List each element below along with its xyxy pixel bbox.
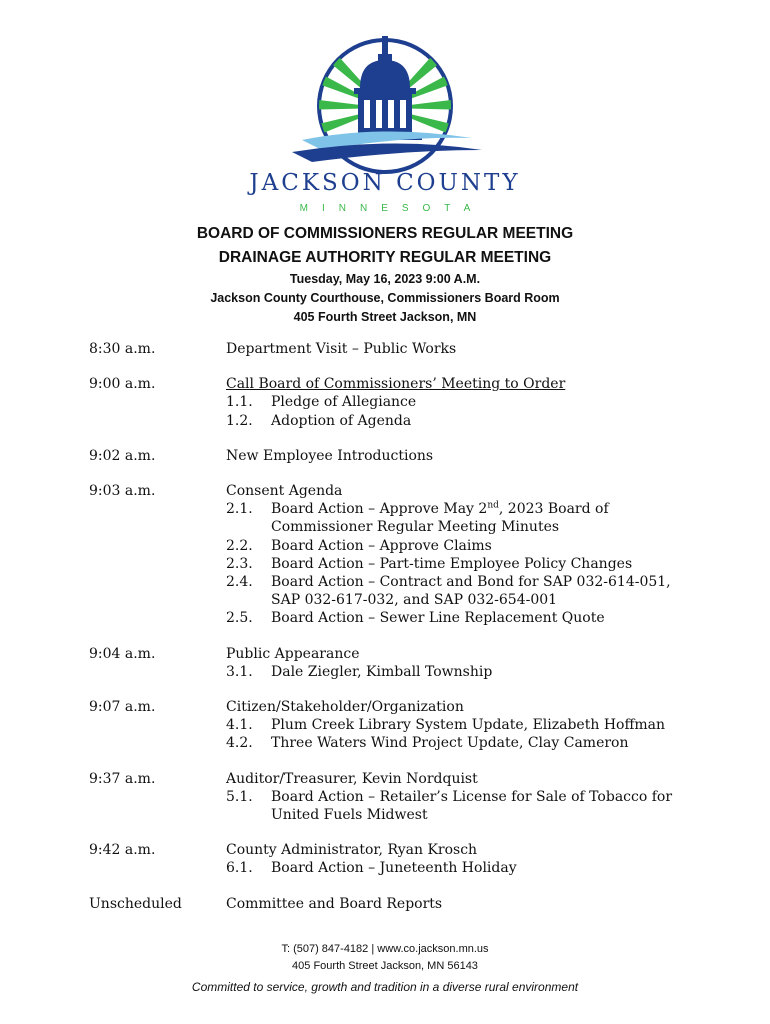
- agenda-time: 9:02 a.m.: [89, 447, 156, 464]
- agenda-time: 9:37 a.m.: [89, 770, 156, 787]
- agenda-time: 9:42 a.m.: [89, 842, 156, 859]
- state-name: MINNESOTA: [299, 203, 485, 214]
- agenda-row: [89, 340, 689, 358]
- agenda-subitem: 2.1. Board Action – Approve May 2nd, 2023 Board of Commissioner Regular Meeting Minutes: [226, 500, 609, 536]
- agenda-subitem: 2.5. Board Action – Sewer Line Replacement Quote: [226, 610, 605, 627]
- agenda-title: Public Appearance: [226, 645, 360, 662]
- agenda-title: Call Board of Commissioners’ Meeting to Order: [226, 376, 566, 393]
- meeting-title: BOARD OF COMMISSIONERS REGULAR MEETING: [196, 225, 574, 242]
- agenda-title: Consent Agenda: [226, 483, 343, 500]
- agenda-row: [89, 645, 689, 681]
- agenda-title: County Administrator, Ryan Krosch: [226, 842, 478, 859]
- agenda-title: Committee and Board Reports: [226, 895, 443, 912]
- agenda-subitem: 4.2. Three Waters Wind Project Update, Clay Cameron: [226, 735, 629, 752]
- agenda-row: [89, 482, 689, 628]
- county-name: JACKSON COUNTY: [249, 170, 521, 196]
- agenda-row: [89, 375, 689, 430]
- agenda-row: [89, 770, 689, 825]
- footer: [0, 941, 770, 975]
- meeting-header: [0, 222, 770, 327]
- agenda-row: [89, 447, 689, 465]
- agenda-subitem: 5.1. Board Action – Retailer’s License for Sale of Tobacco for United Fuels Midwest: [226, 788, 673, 824]
- agenda-time: 9:07 a.m.: [89, 699, 156, 716]
- meeting-location: Jackson County Courthouse, Commissioners Board Room: [210, 291, 560, 305]
- agenda-row: [89, 895, 689, 913]
- agenda-time: 9:00 a.m.: [89, 376, 156, 393]
- agenda-time: 9:03 a.m.: [89, 483, 156, 500]
- agenda-subitem: 2.3. Board Action – Part-time Employee Policy Changes: [226, 555, 633, 572]
- meeting-date: Tuesday, May 16, 2023 9:00 A.M.: [289, 272, 481, 286]
- footer-tagline: Committed to service, growth and tradition in a diverse rural environment: [191, 980, 579, 994]
- agenda-title: Citizen/Stakeholder/Organization: [226, 699, 464, 716]
- agenda-subitem: 4.1. Plum Creek Library System Update, Elizabeth Hoffman: [226, 717, 666, 734]
- agenda-row: [89, 698, 689, 753]
- agenda-time: 9:04 a.m.: [89, 645, 156, 662]
- agenda-subitem: 6.1. Board Action – Juneteenth Holiday: [226, 860, 517, 877]
- agenda-time: Unscheduled: [89, 895, 182, 912]
- agenda-time: 8:30 a.m.: [89, 341, 156, 357]
- courthouse-dome-icon: [262, 28, 508, 178]
- footer-address: 405 Fourth Street Jackson, MN 56143: [292, 960, 478, 972]
- meeting-subtitle: DRAINAGE AUTHORITY REGULAR MEETING: [218, 249, 552, 266]
- agenda-subitem: 2.2. Board Action – Approve Claims: [226, 537, 492, 554]
- meeting-address: 405 Fourth Street Jackson, MN: [293, 310, 477, 324]
- agenda-subitem: 1.1. Pledge of Allegiance: [226, 394, 417, 411]
- agenda-subitem: 2.4. Board Action – Contract and Bond for SAP 032-614-051, SAP 032-617-032, and SAP 032-654-001: [226, 574, 671, 609]
- agenda: [89, 340, 689, 930]
- agenda-title: Auditor/Treasurer, Kevin Nordquist: [226, 770, 478, 787]
- agenda-subitem: 3.1. Dale Ziegler, Kimball Township: [226, 663, 493, 680]
- agenda-title: Department Visit – Public Works: [226, 341, 457, 357]
- agenda-subitem: 1.2. Adoption of Agenda: [226, 412, 412, 429]
- agenda-row: [89, 841, 689, 877]
- agenda-title: New Employee Introductions: [226, 447, 434, 464]
- footer-contact: T: (507) 847-4182 | www.co.jackson.mn.us: [281, 943, 489, 955]
